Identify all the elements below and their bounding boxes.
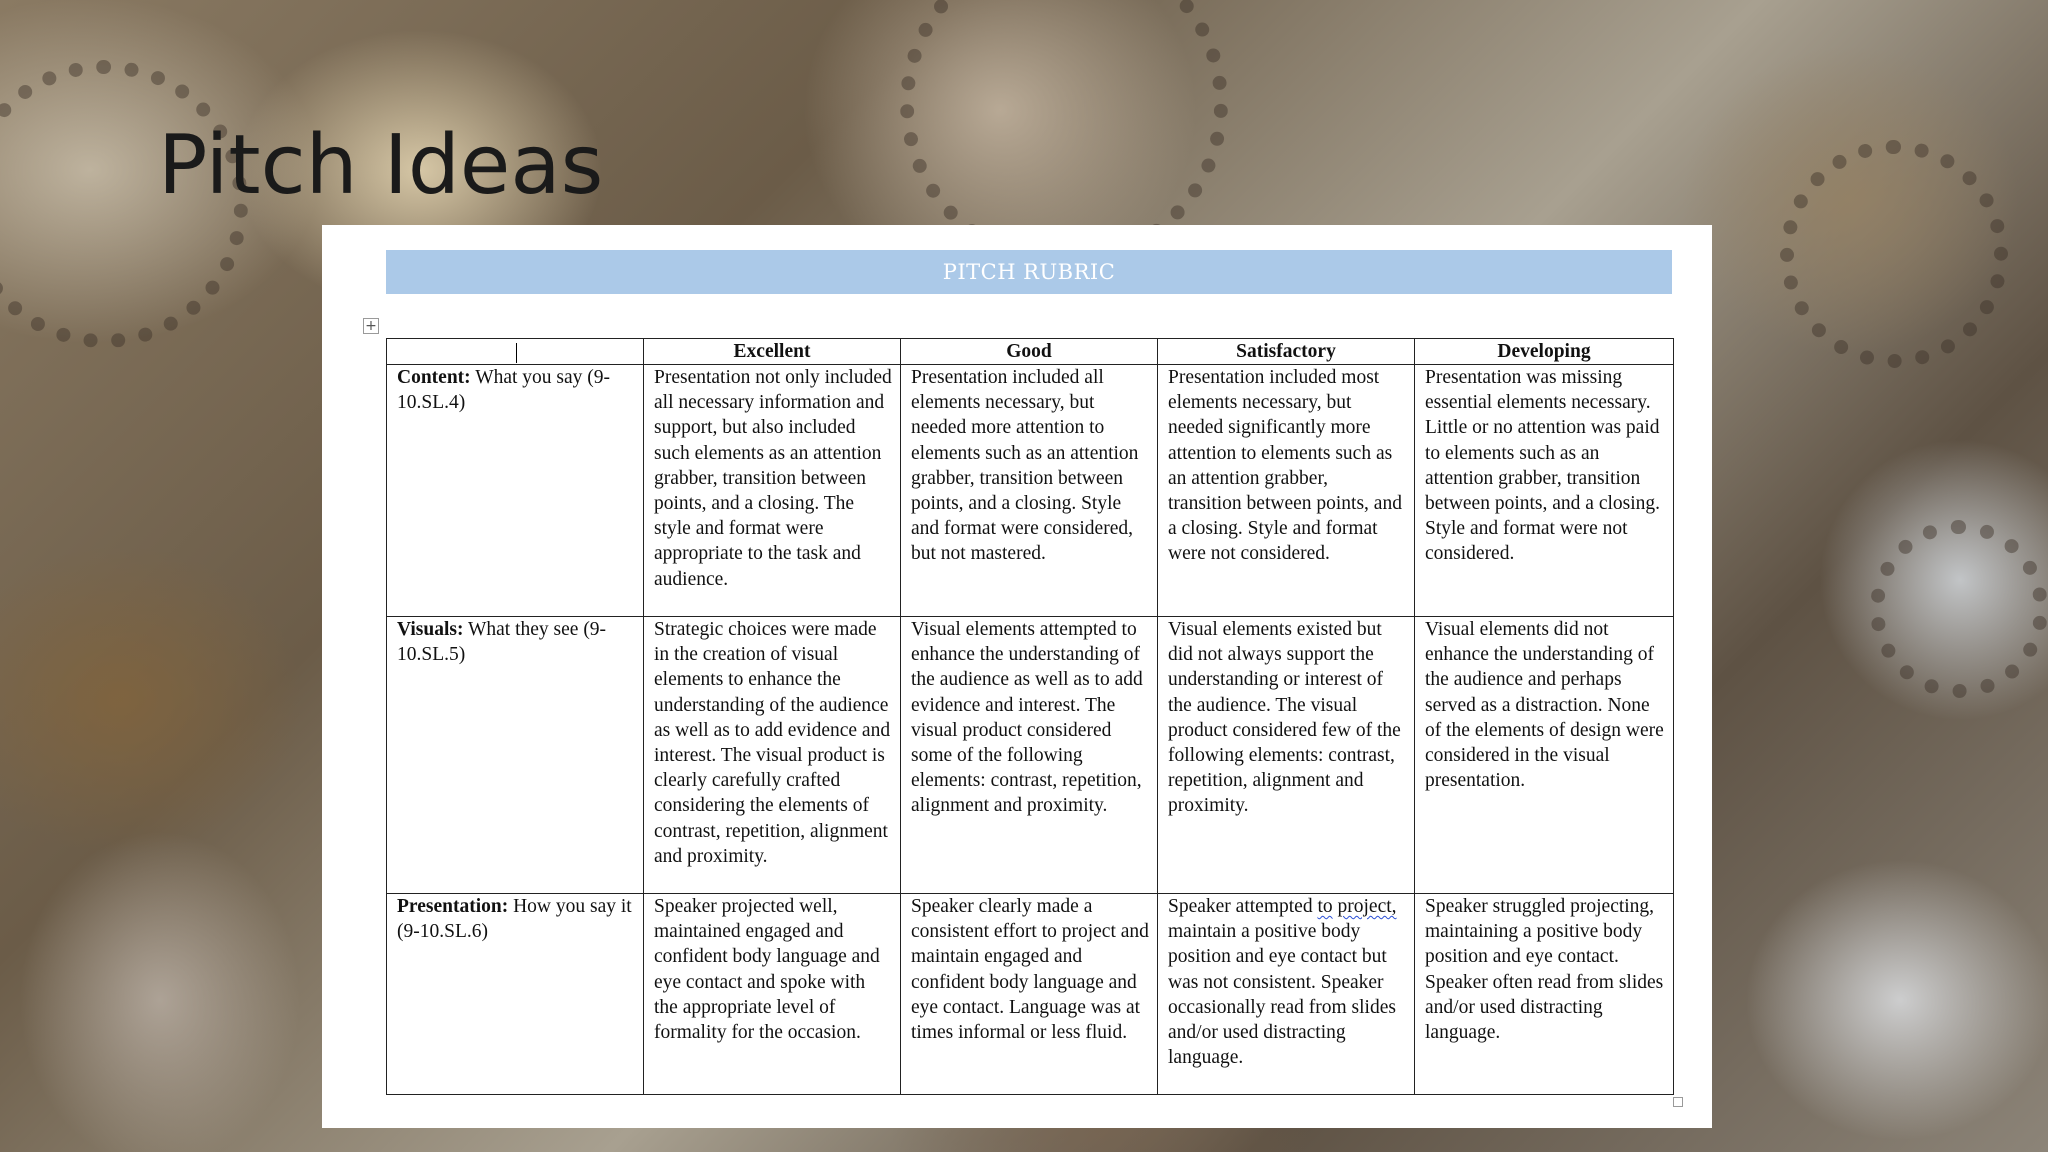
cell-presentation-satisfactory[interactable]: Speaker attempted to project, maintain a positive body position and eye contact but was not consistent. Speaker occasionally read from slides and/or used distracting language. — [1158, 894, 1415, 1095]
rubric-header: PITCH RUBRIC — [386, 250, 1672, 294]
cell-visuals-satisfactory[interactable]: Visual elements existed but did not always support the understanding or interest of the audience. The visual product considered few of the following elements: contrast, repetition, alignment and proximity. — [1158, 617, 1415, 894]
column-header-excellent[interactable]: Excellent — [644, 339, 901, 365]
cell-visuals-developing[interactable]: Visual elements did not enhance the understanding of the audience and perhaps served as a distraction. None of the elements of design were considered in the visual presentation. — [1415, 617, 1674, 894]
criteria-cell-presentation[interactable] — [387, 894, 644, 1095]
spellcheck-flag[interactable]: to — [1317, 896, 1333, 917]
table-row — [387, 365, 1674, 617]
cell-content-satisfactory[interactable]: Presentation included most elements necessary, but needed significantly more attention to elements such as an attention grabber, transition between points, and a closing. Style and format were not considered. — [1158, 365, 1415, 617]
criteria-description: How you say it (9-10.SL.6) — [397, 896, 632, 943]
table-resize-handle-icon[interactable] — [1673, 1097, 1683, 1107]
cell-presentation-excellent[interactable]: Speaker projected well, maintained engaged and confident body language and eye contact and spoke with the appropriate level of formality for the occasion. — [644, 894, 901, 1095]
cell-presentation-developing[interactable]: Speaker struggled projecting, maintaining a positive body position and eye contact. Speaker often read from slides and/or used distracting language. — [1415, 894, 1674, 1095]
table-header-row — [387, 339, 1674, 365]
criteria-label: Visuals: — [397, 619, 464, 640]
cell-visuals-good[interactable]: Visual elements attempted to enhance the understanding of the audience as well as to add evidence and interest. The visual product considered some of the following elements: contrast, repetition, alignment and proximity. — [901, 617, 1158, 894]
table-row — [387, 894, 1674, 1095]
cell-visuals-excellent[interactable]: Strategic choices were made in the creation of visual elements to enhance the understanding of the audience as well as to add evidence and interest. The visual product is clearly carefully crafted considering the elements of contrast, repetition, alignment and proximity. — [644, 617, 901, 894]
criteria-description: What they see (9-10.SL.5) — [397, 619, 607, 666]
cell-content-developing[interactable]: Presentation was missing essential elements necessary. Little or no attention was paid to elements such as an attention grabber, transition between points, and a closing. Style and format were not considered. — [1415, 365, 1674, 617]
column-header-good[interactable]: Good — [901, 339, 1158, 365]
table-move-handle-icon[interactable]: + — [363, 318, 379, 334]
criteria-label: Content: — [397, 367, 471, 388]
criteria-label: Presentation: — [397, 896, 509, 917]
rubric-table[interactable] — [386, 338, 1674, 1095]
criteria-cell-visuals[interactable] — [387, 617, 644, 894]
gear-decoration — [1870, 520, 2048, 698]
column-header-developing[interactable]: Developing — [1415, 339, 1674, 365]
criteria-description: What you say (9-10.SL.4) — [397, 367, 611, 414]
cell-content-excellent[interactable]: Presentation not only included all necessary information and support, but also included such elements as an attention grabber, transition between points, and a closing. The style and format were appropriate to the task and audience. — [644, 365, 901, 617]
cell-presentation-good[interactable]: Speaker clearly made a consistent effort to project and maintain engaged and confident body language and eye contact. Language was at times informal or less fluid. — [901, 894, 1158, 1095]
embedded-document[interactable] — [322, 225, 1712, 1128]
text-cursor — [516, 343, 517, 363]
gear-decoration — [1780, 140, 2008, 368]
column-header-criteria[interactable] — [387, 339, 644, 365]
spellcheck-flag[interactable]: project, — [1337, 896, 1397, 917]
slide-title[interactable]: Pitch Ideas — [158, 118, 604, 213]
criteria-cell-content[interactable] — [387, 365, 644, 617]
cell-content-good[interactable]: Presentation included all elements necessary, but needed more attention to elements such as an attention grabber, transition between points, and a closing. Style and format were considered, but not mastered. — [901, 365, 1158, 617]
table-row — [387, 617, 1674, 894]
column-header-satisfactory[interactable]: Satisfactory — [1158, 339, 1415, 365]
